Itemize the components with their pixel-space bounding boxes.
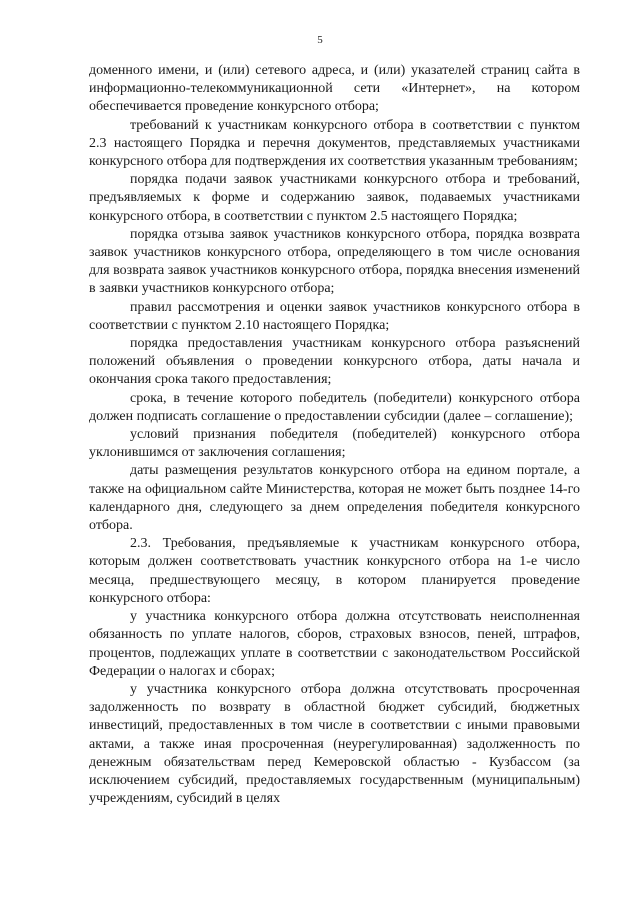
paragraph: условий признания победителя (победителей) конкурсного отбора уклонившимся от заключения соглашения; [89, 427, 580, 461]
paragraph: порядка предоставления участникам конкурсного отбора разъяснений положений объявления о проведении конкурсного отбора, даты начала и окончания срока такого предоставления; [89, 336, 580, 388]
paragraph: порядка отзыва заявок участников конкурсного отбора, порядка возврата заявок участников конкурсного отбора, определяющего в том числе основания для возврата заявок участников конкурсного отбора, порядка внесения изменений в заявки участников конкурсного отбора; [89, 226, 580, 297]
paragraph: у участника конкурсного отбора должна отсутствовать просроченная задолженность по возврату в областной бюджет субсидий, бюджетных инвестиций, предоставленных в том числе в соответствии с иными правовыми актами, а также иная просроченная (неурегулированная) задолженность по денежным обязательствам перед Кемеровской областью - Кузбассом (за исключением субсидий, предоставляемых государственным (муниципальным) учреждениям, субсидий в целях [89, 681, 580, 807]
paragraph: требований к участникам конкурсного отбора в соответствии с пунктом 2.3 настоящего Порядка и перечня документов, представляемых участниками конкурсного отбора для подтверждения их соответствия указанным требованиям; [89, 117, 580, 170]
paragraph: срока, в течение которого победитель (победители) конкурсного отбора должен подписать соглашение о предоставлении субсидии (далее – соглашение); [89, 390, 580, 424]
paragraph: даты размещения результатов конкурсного отбора на едином портале, а также на официальном сайте Министерства, которая не может быть позднее 14-го календарного дня, следующего за днем определения победителя конкурсного отбора. [89, 463, 580, 534]
section-paragraph-2-3: 2.3. Требования, предъявляемые к участникам конкурсного отбора, которым должен соответствовать участник конкурсного отбора на 1-е число месяца, предшествующего месяцу, в котором планируется проведение конкурсного отбора: [89, 536, 580, 606]
document-body [89, 62, 580, 808]
paragraph: правил рассмотрения и оценки заявок участников конкурсного отбора в соответствии с пунктом 2.10 настоящего Порядка; [89, 299, 580, 333]
paragraph: у участника конкурсного отбора должна отсутствовать неисполненная обязанность по уплате налогов, сборов, страховых взносов, пеней, штрафов, процентов, подлежащих уплате в соответствии с законодательством Российской Федерации о налогах и сборах; [89, 609, 580, 679]
paragraph: порядка подачи заявок участниками конкурсного отбора и требований, предъявляемых к форме и содержанию заявок, подаваемых участниками конкурсного отбора, в соответствии с пунктом 2.5 настоящего Порядка; [89, 172, 580, 224]
page-number: 5 [317, 34, 323, 46]
paragraph: доменного имени, и (или) сетевого адреса, и (или) указателей страниц сайта в информационно-телекоммуникационной сети «Интернет», на котором обеспечивается проведение конкурсного отбора; [89, 63, 580, 115]
